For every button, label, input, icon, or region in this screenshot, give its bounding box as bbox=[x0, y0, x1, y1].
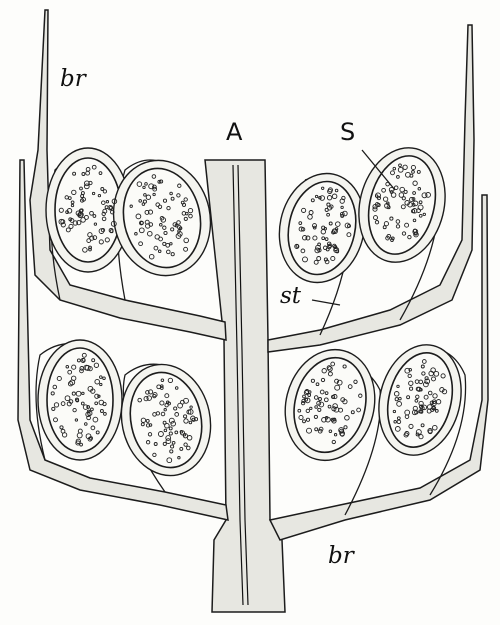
label-axis: A bbox=[226, 118, 243, 146]
sporangium-lower-left-2 bbox=[111, 356, 220, 484]
label-stalk: st bbox=[280, 283, 302, 309]
central-axis bbox=[205, 160, 285, 612]
sporangium-lower-right-2 bbox=[368, 336, 473, 464]
label-branch-bottom: br bbox=[328, 543, 354, 569]
label-branch-top: br bbox=[60, 66, 86, 92]
stalk-leader-line bbox=[312, 300, 340, 305]
label-sporangium: S bbox=[340, 118, 356, 146]
